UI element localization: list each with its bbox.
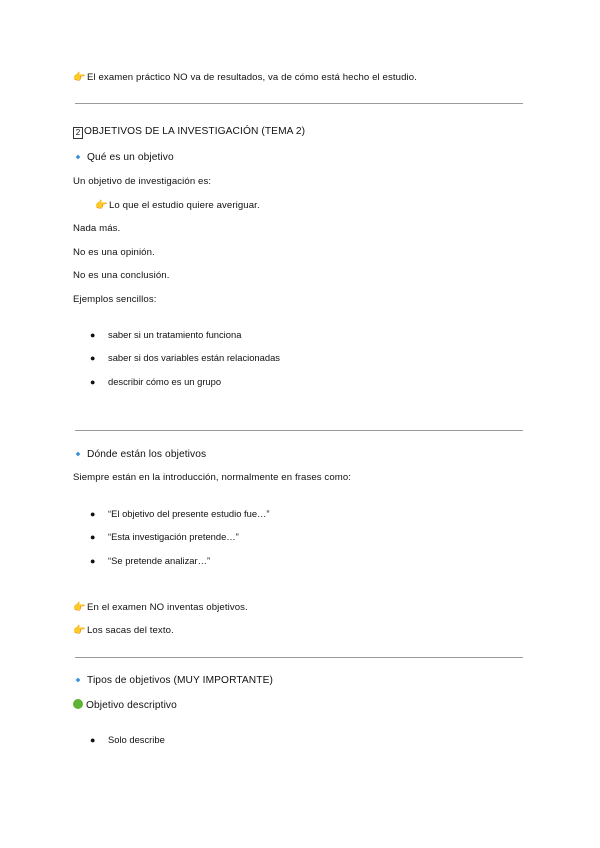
pointing-hand-icon: 👉 [73, 602, 86, 613]
paragraph: No es una conclusión. [73, 270, 170, 281]
note-text: En el examen NO inventas objetivos. [87, 602, 248, 613]
note-line [73, 625, 174, 637]
paragraph: Ejemplos sencillos: [73, 294, 157, 305]
subheading-text: Qué es un objetivo [87, 152, 174, 163]
bullet-icon: ● [90, 377, 96, 387]
intro-line [73, 72, 417, 84]
keycap-2-icon: 2 [73, 127, 83, 139]
subheading-text: Dónde están los objetivos [87, 449, 207, 460]
list-item [90, 734, 165, 746]
pointing-hand-icon: 👉 [73, 625, 86, 636]
descriptive-label-text: Objetivo descriptivo [86, 700, 177, 711]
list-item-text: describir cómo es un grupo [108, 376, 222, 387]
note-text: Los sacas del texto. [87, 625, 174, 636]
note-line [73, 602, 248, 614]
list-item [90, 508, 270, 520]
bullet-icon: ● [90, 735, 96, 745]
subheading-types [73, 675, 273, 687]
divider [75, 103, 523, 104]
list-item-text: Solo describe [108, 734, 165, 745]
list-item-text: “El objetivo del presente estudio fue…” [108, 508, 270, 519]
section-title-text: OBJETIVOS DE LA INVESTIGACIÓN (TEMA 2) [84, 126, 306, 137]
list-item-text: saber si dos variables están relacionadas [108, 352, 280, 363]
divider [75, 430, 523, 431]
subheading-text: Tipos de objetivos (MUY IMPORTANTE) [87, 675, 273, 686]
small-blue-diamond-icon [76, 154, 81, 159]
pointing-hand-icon: 👉 [95, 200, 108, 211]
descriptive-label [73, 699, 177, 712]
paragraph: Un objetivo de investigación es: [73, 176, 212, 187]
definition-text: Lo que el estudio quiere averiguar. [109, 200, 260, 211]
paragraph: Nada más. [73, 223, 121, 234]
green-circle-icon [73, 699, 83, 709]
list-item [90, 376, 221, 388]
list-item [90, 555, 210, 567]
subheading-what-is [73, 152, 174, 164]
definition-line [95, 200, 260, 212]
small-blue-diamond-icon [76, 451, 81, 456]
list-item [90, 329, 241, 341]
subheading-where [73, 449, 206, 461]
list-item-text: “Esta investigación pretende…” [108, 531, 239, 542]
list-item-text: saber si un tratamiento funciona [108, 329, 242, 340]
small-blue-diamond-icon [76, 677, 81, 682]
divider [75, 657, 523, 658]
intro-text: El examen práctico NO va de resultados, va de cómo está hecho el estudio. [87, 72, 417, 83]
list-item-text: “Se pretende analizar…” [108, 555, 211, 566]
section-title [73, 126, 305, 139]
list-item [90, 531, 239, 543]
list-item [90, 352, 280, 364]
bullet-icon: ● [90, 330, 96, 340]
bullet-icon: ● [90, 532, 96, 542]
bullet-icon: ● [90, 556, 96, 566]
bullet-icon: ● [90, 509, 96, 519]
paragraph: No es una opinión. [73, 247, 155, 258]
bullet-icon: ● [90, 353, 96, 363]
paragraph: Siempre están en la introducción, normalmente en frases como: [73, 472, 352, 483]
pointing-hand-icon: 👉 [73, 72, 86, 83]
